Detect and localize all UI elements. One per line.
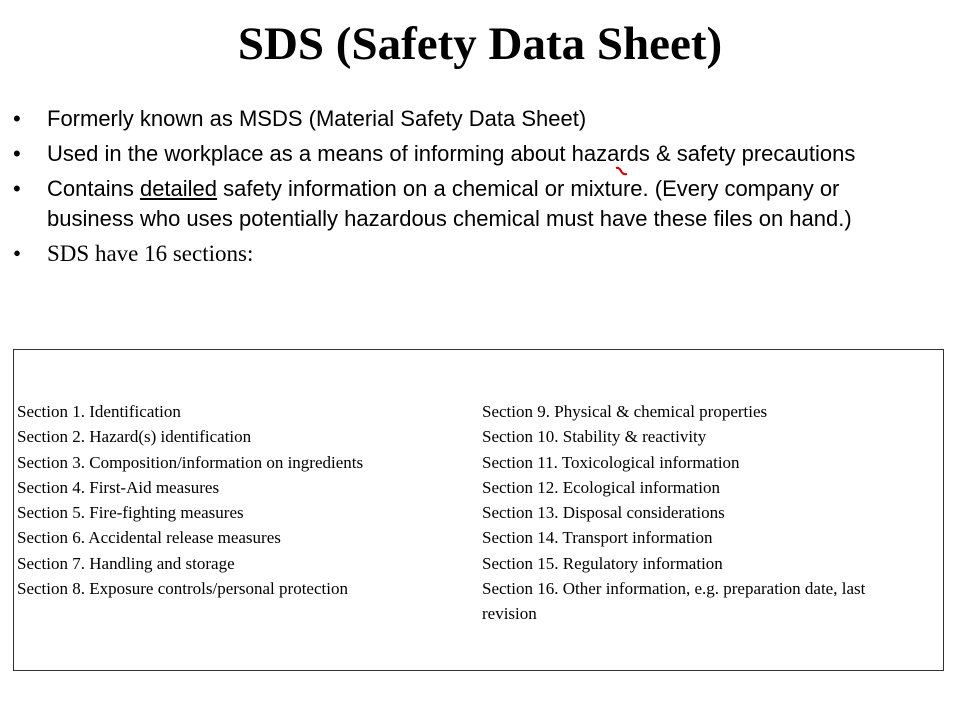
section-item: Section 14. Transport information (482, 528, 713, 548)
bullet-list (13, 104, 913, 274)
bullet-dot: • (13, 141, 21, 166)
sections-left-column (17, 399, 462, 601)
section-item: Section 2. Hazard(s) identification (17, 427, 252, 447)
bullet-text-pre: Contains (47, 176, 140, 201)
bullet-text: Used in the workplace as a means of informing about hazards & safety precautions (47, 141, 856, 166)
section-item: Section 1. Identification (17, 402, 181, 421)
page-title: SDS (Safety Data Sheet) (237, 18, 723, 70)
bullet-item (13, 239, 913, 269)
section-item: Section 9. Physical & chemical properties (482, 402, 768, 421)
annotation-squiggle-icon (615, 165, 629, 177)
section-item: Section 10. Stability & reactivity (482, 427, 707, 447)
section-item: Section 5. Fire-fighting measures (17, 503, 244, 523)
bullet-item (13, 139, 913, 169)
bullet-item (13, 104, 913, 134)
bullet-item (13, 174, 913, 234)
section-item: Section 12. Ecological information (482, 477, 720, 497)
bullet-dot: • (13, 241, 22, 266)
bullet-text: Formerly known as MSDS (Material Safety Data Sheet) (47, 106, 587, 131)
section-item: Section 4. First-Aid measures (17, 477, 220, 497)
bullet-text-underlined: detailed (139, 176, 218, 201)
section-item: Section 8. Exposure controls/personal protection (17, 579, 348, 599)
section-item: Section 7. Handling and storage (17, 553, 235, 573)
section-item: Section 13. Disposal considerations (482, 503, 725, 523)
section-item: Section 3. Composition/information on ingredients (17, 452, 364, 472)
bullet-text-post: safety information on a chemical or mixture. (Every company or business who uses potentially hazardous chemical must have these files on hand.) (47, 176, 852, 231)
section-item: Section 16. Other information, e.g. preparation date, last revision (482, 579, 866, 624)
bullet-text: SDS have 16 sections: (47, 241, 254, 266)
sections-right-column (482, 399, 912, 627)
bullet-dot: • (13, 176, 21, 201)
section-item: Section 15. Regulatory information (482, 553, 723, 573)
section-item: Section 6. Accidental release measures (17, 528, 281, 548)
sections-box (13, 349, 944, 671)
bullet-dot: • (13, 106, 21, 131)
section-item: Section 11. Toxicological information (482, 452, 740, 472)
